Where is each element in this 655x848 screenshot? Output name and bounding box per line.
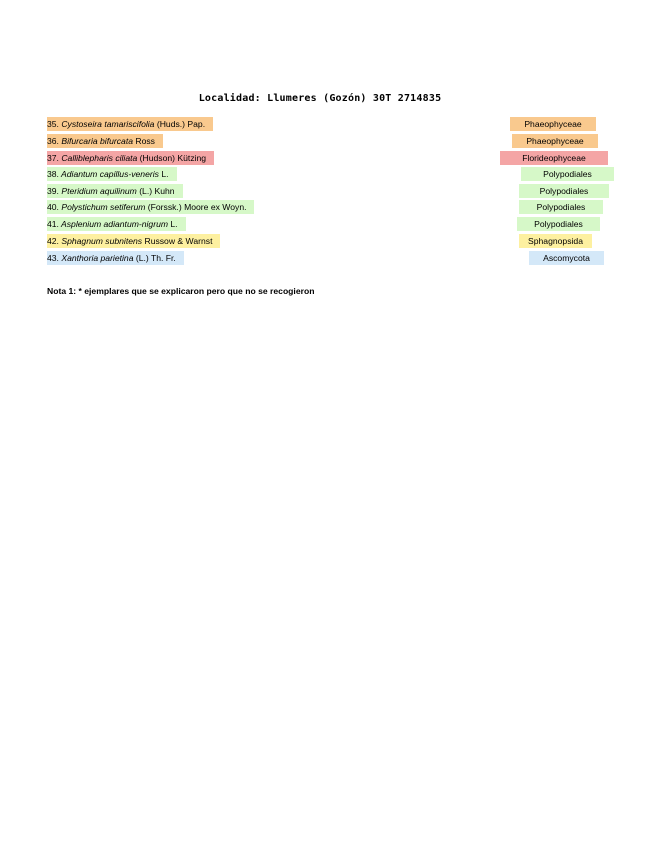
species-row [0, 234, 655, 249]
taxonomic-class-label: Phaeophyceae [512, 134, 598, 148]
species-number: 43. [47, 253, 59, 263]
species-number: 35. [47, 119, 59, 129]
species-number: 38. [47, 169, 59, 179]
taxonomic-class-label: Polypodiales [517, 217, 600, 231]
species-name [47, 117, 213, 131]
scientific-name: Xanthoria parietina [58, 253, 134, 263]
taxonomic-class-label: Polypodiales [519, 200, 603, 214]
species-number: 41. [47, 219, 59, 229]
species-row [0, 217, 655, 232]
species-name [47, 184, 183, 198]
taxonomic-class-label: Ascomycota [529, 251, 604, 265]
scientific-name: Sphagnum subnitens [58, 236, 143, 246]
species-name [47, 167, 177, 181]
species-row [0, 200, 655, 215]
scientific-name: Pteridium aquilinum [58, 186, 137, 196]
species-name [47, 251, 184, 265]
taxonomic-class-label: Florideophyceae [500, 151, 608, 165]
scientific-name: Bifurcaria bifurcata [58, 136, 133, 146]
species-number: 36. [47, 136, 59, 146]
species-author: Ross [133, 136, 155, 146]
species-author: (Forssk.) Moore ex Woyn. [145, 202, 247, 212]
species-row [0, 184, 655, 199]
scientific-name: Cystoseira tamariscifolia [58, 119, 155, 129]
scientific-name: Polystichum setiferum [58, 202, 146, 212]
species-author: L. [158, 169, 169, 179]
species-name [47, 200, 254, 214]
species-author: (L.) Kuhn [136, 186, 175, 196]
scientific-name: Asplenium adiantum-nigrum [58, 219, 169, 229]
species-row [0, 167, 655, 182]
taxonomic-class-label: Polypodiales [521, 167, 614, 181]
species-number: 42. [47, 236, 59, 246]
species-author: Russow & Warnst [142, 236, 213, 246]
species-author: (Huds.) Pap. [154, 119, 206, 129]
taxonomic-class-label: Polypodiales [519, 184, 609, 198]
species-author: (L.) Th. Fr. [133, 253, 176, 263]
species-author: L. [168, 219, 178, 229]
species-name [47, 217, 186, 231]
species-author: (Hudson) Kützing [137, 153, 207, 163]
species-name [47, 134, 163, 148]
species-row [0, 134, 655, 149]
scientific-name: Calliblepharis ciliata [58, 153, 138, 163]
species-number: 37. [47, 153, 59, 163]
taxonomic-class-label: Sphagnopsida [519, 234, 592, 248]
species-row [0, 151, 655, 166]
species-name [47, 234, 220, 248]
footnote: Nota 1: * ejemplares que se explicaron pero que no se recogieron [47, 286, 315, 296]
scientific-name: Adiantum capillus-veneris [58, 169, 159, 179]
taxonomic-class-label: Phaeophyceae [510, 117, 596, 131]
species-number: 39. [47, 186, 59, 196]
species-number: 40. [47, 202, 59, 212]
species-row [0, 251, 655, 266]
species-name [47, 151, 214, 165]
page-title: Localidad: Llumeres (Gozón) 30T 2714835 [198, 93, 442, 104]
species-row [0, 117, 655, 132]
